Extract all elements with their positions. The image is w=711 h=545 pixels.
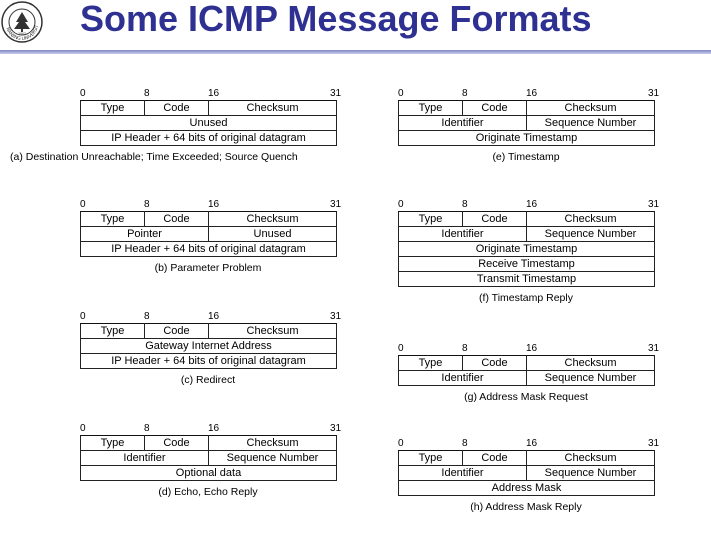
bit-label: 31 — [648, 88, 660, 99]
bit-label: 31 — [648, 343, 660, 354]
format-row — [399, 116, 655, 131]
format-e-timestamp — [398, 88, 660, 163]
format-row — [81, 324, 337, 339]
format-row — [399, 481, 655, 496]
field-cell: Address Mask — [399, 481, 655, 496]
format-caption: (c) Redirect — [180, 374, 236, 386]
field-cell: Type — [399, 356, 463, 371]
format-a-destination-unreachable — [10, 88, 342, 163]
bit-label: 31 — [330, 199, 342, 210]
format-row — [399, 227, 655, 242]
bit-label: 31 — [648, 438, 660, 449]
bit-label: 16 — [526, 88, 538, 99]
message-format-table — [80, 323, 337, 369]
bit-label: 8 — [144, 199, 150, 210]
field-cell: Checksum — [527, 451, 655, 466]
format-row — [399, 242, 655, 257]
bit-label: 0 — [398, 199, 404, 210]
message-format-table — [398, 100, 655, 146]
bit-label: 16 — [208, 88, 220, 99]
format-caption: (f) Timestamp Reply — [479, 292, 573, 304]
field-cell: Code — [145, 436, 209, 451]
field-cell: Type — [399, 451, 463, 466]
field-cell: Code — [463, 451, 527, 466]
field-cell: Transmit Timestamp — [399, 272, 655, 287]
bit-label: 31 — [648, 199, 660, 210]
bit-position-labels — [80, 199, 342, 211]
field-cell: Type — [81, 324, 145, 339]
bit-label: 16 — [526, 199, 538, 210]
field-cell: Checksum — [209, 212, 337, 227]
format-h-address-mask-reply — [398, 438, 660, 513]
message-format-table — [398, 211, 655, 287]
bit-position-labels — [398, 343, 660, 355]
field-cell: Receive Timestamp — [399, 257, 655, 272]
bit-label: 16 — [526, 438, 538, 449]
bit-label: 31 — [330, 88, 342, 99]
format-row — [81, 101, 337, 116]
message-format-table — [398, 450, 655, 496]
message-format-table — [80, 435, 337, 481]
field-cell: Sequence Number — [527, 227, 655, 242]
format-b-parameter-problem — [80, 199, 342, 274]
bit-label: 0 — [398, 343, 404, 354]
format-row — [81, 339, 337, 354]
field-cell: Identifier — [399, 466, 527, 481]
page-title: Some ICMP Message Formats — [80, 0, 592, 39]
bit-label: 16 — [526, 343, 538, 354]
format-d-echo — [80, 423, 342, 498]
bit-label: 8 — [462, 438, 468, 449]
format-row — [399, 212, 655, 227]
field-cell: Sequence Number — [527, 116, 655, 131]
field-cell: Code — [463, 101, 527, 116]
format-row — [81, 116, 337, 131]
field-cell: Checksum — [527, 356, 655, 371]
svg-text:NANJING UNIVERSITY: NANJING UNIVERSIT — [4, 24, 41, 43]
field-cell: Optional data — [81, 466, 337, 481]
format-row — [399, 451, 655, 466]
bit-position-labels — [80, 423, 342, 435]
bit-position-labels — [398, 88, 660, 100]
format-caption: (d) Echo, Echo Reply — [158, 486, 258, 498]
field-cell: Unused — [81, 116, 337, 131]
bit-position-labels — [80, 311, 342, 323]
format-row — [399, 257, 655, 272]
bit-label: 0 — [398, 438, 404, 449]
format-f-timestamp-reply — [398, 199, 660, 304]
bit-label: 8 — [144, 423, 150, 434]
field-cell: Checksum — [209, 436, 337, 451]
bit-label: 0 — [80, 311, 86, 322]
message-format-table — [80, 100, 337, 146]
field-cell: Code — [145, 101, 209, 116]
format-row — [81, 212, 337, 227]
format-caption: (b) Parameter Problem — [154, 262, 262, 274]
bit-label: 31 — [330, 423, 342, 434]
format-g-address-mask-request — [398, 343, 660, 403]
field-cell: Type — [81, 212, 145, 227]
format-row — [81, 354, 337, 369]
field-cell: Sequence Number — [527, 371, 655, 386]
field-cell: Checksum — [209, 324, 337, 339]
field-cell: Identifier — [81, 451, 209, 466]
format-row — [399, 466, 655, 481]
field-cell: Code — [463, 356, 527, 371]
bit-position-labels — [398, 438, 660, 450]
format-row — [399, 131, 655, 146]
format-c-redirect — [80, 311, 342, 386]
field-cell: Type — [81, 101, 145, 116]
field-cell: Pointer — [81, 227, 209, 242]
bit-label: 0 — [80, 199, 86, 210]
bit-label: 0 — [80, 423, 86, 434]
bit-label: 31 — [330, 311, 342, 322]
field-cell: Code — [145, 212, 209, 227]
field-cell: Gateway Internet Address — [81, 339, 337, 354]
field-cell: Type — [399, 212, 463, 227]
field-cell: Type — [81, 436, 145, 451]
field-cell: IP Header + 64 bits of original datagram — [81, 131, 337, 146]
format-row — [81, 227, 337, 242]
bit-label: 8 — [144, 311, 150, 322]
format-caption: (e) Timestamp — [492, 151, 560, 163]
format-caption: (g) Address Mask Request — [464, 391, 588, 403]
bit-position-labels — [80, 88, 342, 100]
format-row — [399, 101, 655, 116]
message-format-table — [80, 211, 337, 257]
field-cell: Identifier — [399, 116, 527, 131]
field-cell: Originate Timestamp — [399, 131, 655, 146]
field-cell: Code — [463, 212, 527, 227]
field-cell: Unused — [209, 227, 337, 242]
field-cell: Identifier — [399, 371, 527, 386]
bit-label: 16 — [208, 311, 220, 322]
format-row — [81, 242, 337, 257]
field-cell: Identifier — [399, 227, 527, 242]
field-cell: Checksum — [527, 101, 655, 116]
format-row — [399, 356, 655, 371]
format-row — [81, 436, 337, 451]
field-cell: IP Header + 64 bits of original datagram — [81, 242, 337, 257]
field-cell: Sequence Number — [527, 466, 655, 481]
bit-label: 0 — [398, 88, 404, 99]
bit-label: 16 — [208, 423, 220, 434]
bit-label: 8 — [462, 88, 468, 99]
format-row — [399, 272, 655, 287]
format-row — [81, 451, 337, 466]
field-cell: Checksum — [209, 101, 337, 116]
bit-label: 0 — [80, 88, 86, 99]
field-cell: Sequence Number — [209, 451, 337, 466]
svg-text:1902: 1902 — [18, 32, 26, 36]
bit-position-labels — [398, 199, 660, 211]
field-cell: Type — [399, 101, 463, 116]
bit-label: 8 — [462, 199, 468, 210]
bit-label: 8 — [462, 343, 468, 354]
format-caption: (a) Destination Unreachable; Time Exceeded; Source Quench — [10, 151, 298, 163]
format-caption: (h) Address Mask Reply — [470, 501, 582, 513]
format-row — [399, 371, 655, 386]
format-row — [81, 131, 337, 146]
university-logo — [0, 0, 44, 44]
field-cell: Code — [145, 324, 209, 339]
message-format-table — [398, 355, 655, 386]
format-row — [81, 466, 337, 481]
field-cell: Checksum — [527, 212, 655, 227]
bit-label: 16 — [208, 199, 220, 210]
bit-label: 8 — [144, 88, 150, 99]
field-cell: IP Header + 64 bits of original datagram — [81, 354, 337, 369]
title-divider — [0, 50, 711, 54]
field-cell: Originate Timestamp — [399, 242, 655, 257]
